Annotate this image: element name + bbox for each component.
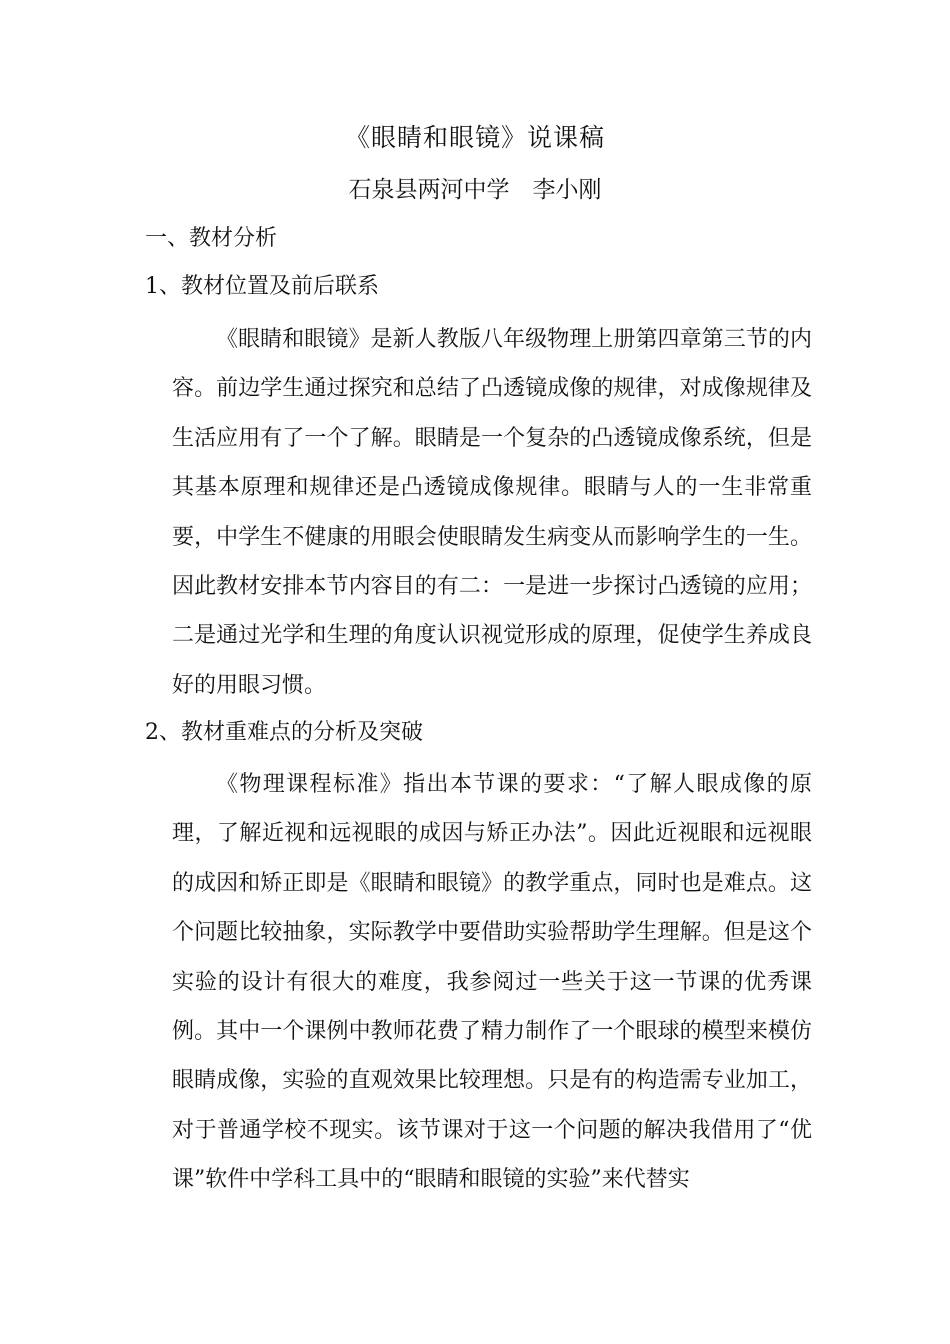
document-title: 《眼睛和眼镜》说课稿 — [344, 123, 605, 152]
paragraph-2: 《物理课程标准》指出本节课的要求：“了解人眼成像的原理，了解近视和远视眼的成因与矫正办法”。因此近视眼和远视眼的成因和矫正即是《眼睛和眼镜》的教学重点，同时也是难点。这个问题比较抽象，实际教学中要借助实验帮助学生理解。但是这个实验的设计有很大的难度，我参阅过一些关于这一节课的优秀课例。其中一个课例中教师花费了精力制作了一个眼球的模型来模仿眼睛成像，实验的直观效果比较理想。只是有的构造需专业加工，对于普通学校不现实。该节课对于这一个问题的解决我借用了“优课”软件中学科工具中的“眼睛和眼镜的实验”来代替实 — [172, 772, 812, 1193]
document-author: 石泉县两河中学 李小刚 — [348, 177, 602, 203]
subsection-heading-2: 2、教材重难点的分析及突破 — [145, 720, 423, 745]
subsection-heading-1: 1、教材位置及前后联系 — [145, 274, 379, 299]
section-heading-1: 一、教材分析 — [145, 226, 278, 251]
paragraph-1: 《眼睛和眼镜》是新人教版八年级物理上册第四章第三节的内容。前边学生通过探究和总结了凸透镜成像的规律，对成像规律及生活应用有了一个了解。眼睛是一个复杂的凸透镜成像系统，但是其基本原理和规律还是凸透镜成像规律。眼睛与人的一生非常重要，中学生不健康的用眼会使眼睛发生病变从而影响学生的一生。因此教材安排本节内容目的有二：一是进一步探讨凸透镜的应用；二是通过光学和生理的角度认识视觉形成的原理，促使学生养成良好的用眼习惯。 — [172, 327, 812, 698]
